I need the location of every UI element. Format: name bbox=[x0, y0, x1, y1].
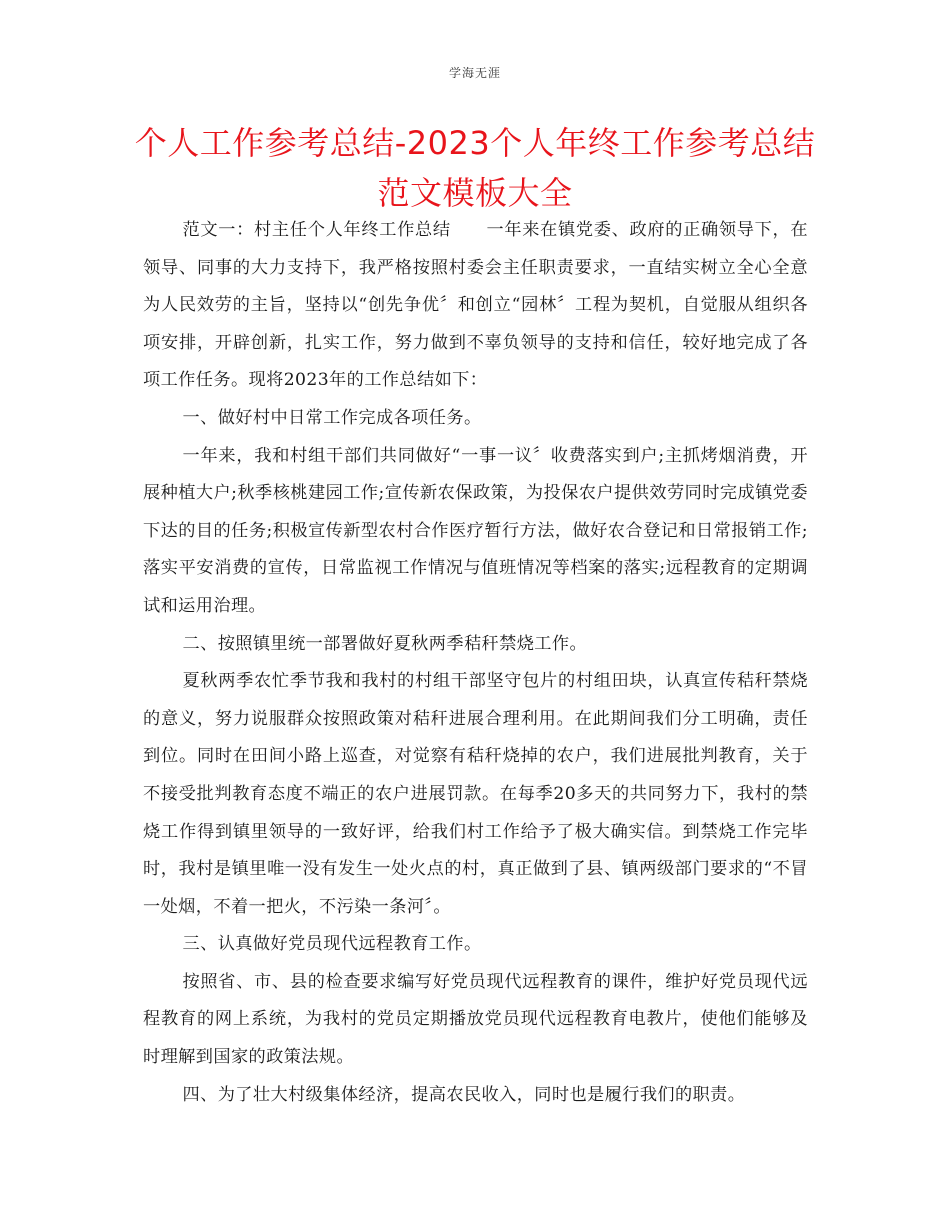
paragraph: 一年来，我和村组干部们共同做好“一事一议〞收费落实到户;主抓烤烟消费，开展种植大户;秋季核桃建园工作;宣传新农保政策，为投保农户提供效劳同时完成镇党委下达的目的任务;积极宣传新型农村合作医疗暂行方法，做好农合登记和日常报销工作;落实平安消费的宣传，日常监视工作情况与值班情况等档案的落实;远程教育的定期调试和运用治理。 bbox=[143, 445, 808, 616]
paragraph: 按照省、市、县的检查要求编写好党员现代远程教育的课件，维护好党员现代远程教育的网上系统，为我村的党员定期播放党员现代远程教育电教片，使他们能够及时理解到国家的政策法规。 bbox=[143, 971, 808, 1068]
paragraph: 夏秋两季农忙季节我和我村的村组干部坚守包片的村组田块，认真宣传秸秆禁烧的意义，努力说服群众按照政策对秸秆进展合理利用。在此期间我们分工明确，责任到位。同时在田间小路上巡查，对觉察有秸秆烧掉的农户，我们进展批判教育，关于不接受批判教育态度不端正的农户进展罚款。在每季20多天的共同努力下，我村的禁烧工作得到镇里领导的一致好评，给我们村工作给予了极大确实信。到禁烧工作完毕时，我村是镇里唯一没有发生一处火点的村，真正做到了县、镇两级部门要求的“不冒一处烟，不着一把火，不污染一条河〞。 bbox=[143, 671, 808, 917]
page-header: 学海无涯 bbox=[448, 66, 501, 80]
paragraph: 范文一：村主任个人年终工作总结 一年来在镇党委、政府的正确领导下，在领导、同事的大力支持下，我严格按照村委会主任职责要求，一直结实树立全心全意为人民效劳的主旨，坚持以“创先争优〞和创立“园林〞工程为契机，自觉服从组织各项安排，开辟创新，扎实工作，努力做到不辜负领导的支持和信任，较好地完成了各项工作任务。现将2023年的工作总结如下： bbox=[143, 220, 808, 391]
section-heading: 四、为了壮大村级集体经济，提高农民收入，同时也是履行我们的职责。 bbox=[182, 1084, 746, 1105]
section-heading: 二、按照镇里统一部署做好夏秋两季秸秆禁烧工作。 bbox=[182, 633, 588, 654]
section-heading: 三、认真做好党员现代远程教育工作。 bbox=[182, 934, 482, 955]
document-title: 个人工作参考总结-2023个人年终工作参考总结范文模板大全 bbox=[134, 124, 816, 212]
document-body bbox=[143, 212, 808, 1114]
section-heading: 一、做好村中日常工作完成各项任务。 bbox=[182, 407, 482, 428]
